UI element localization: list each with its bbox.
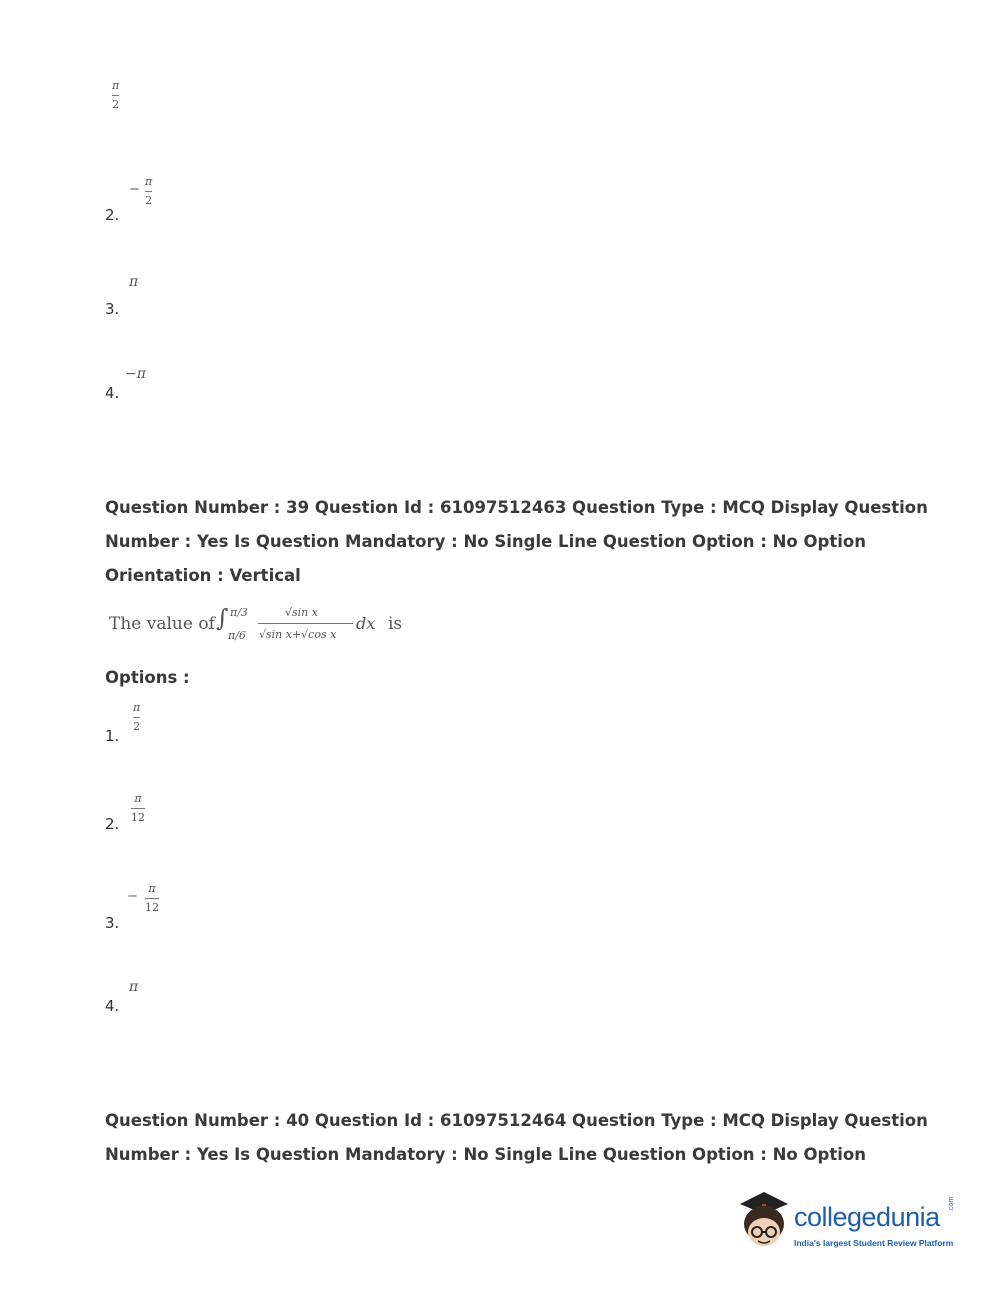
numerator: π (148, 882, 156, 895)
q40-header-line-1: Question Number : 40 Question Id : 61097512464 Question Type : MCQ Display Question (105, 1111, 928, 1130)
question-suffix: is (388, 614, 403, 634)
prev-option-4-value: −π (125, 366, 146, 382)
q39-header-line-2: Number : Yes Is Question Mandatory : No Single Line Question Option : No Option (105, 532, 866, 551)
integral-sign: ∫ (216, 604, 229, 632)
denominator: 2 (145, 194, 153, 207)
prev-option-4-number: 4. (105, 384, 120, 402)
question-prefix: The value of (109, 614, 215, 634)
integral-upper-limit: π/3 (230, 606, 248, 619)
integrand-fraction-bar (258, 623, 353, 624)
denominator: 12 (131, 811, 145, 824)
prev-option-2-fraction (145, 176, 152, 207)
numerator: π (145, 175, 153, 188)
fraction-bar (145, 191, 152, 192)
q39-option-4-value: π (129, 979, 139, 995)
q40-header-line-2: Number : Yes Is Question Mandatory : No Single Line Question Option : No Option (105, 1145, 866, 1164)
q39-header-line-3: Orientation : Vertical (105, 566, 301, 585)
q39-header-line-1: Question Number : 39 Question Id : 61097512463 Question Type : MCQ Display Question (105, 498, 928, 517)
q39-option-3-sign: − (127, 889, 138, 904)
denominator: 12 (145, 901, 159, 914)
prev-option-3-value: π (129, 274, 139, 290)
fraction-bar (133, 717, 140, 718)
q39-option-4-number: 4. (105, 997, 120, 1015)
dx: dx (356, 614, 376, 633)
q39-option-1-number: 1. (105, 727, 120, 745)
q39-option-2-fraction (131, 793, 145, 824)
prev-option-2-number: 2. (105, 206, 120, 224)
q39-option-2-number: 2. (105, 815, 120, 833)
fraction-bar (145, 898, 159, 899)
integral-lower-limit: π/6 (228, 629, 246, 642)
q39-options-label: Options : (105, 668, 190, 687)
logo-tagline: India's largest Student Review Platform (794, 1238, 954, 1248)
numerator: π (112, 79, 120, 92)
q39-option-3-fraction (145, 883, 159, 914)
denominator: 2 (112, 98, 120, 111)
numerator: π (134, 792, 142, 805)
denominator: 2 (133, 720, 141, 733)
prev-option-1-fraction (112, 80, 119, 111)
integrand-numerator: √sin x (285, 606, 318, 619)
q39-option-3-number: 3. (105, 914, 120, 932)
mascot-icon (734, 1188, 792, 1258)
collegedunia-logo (734, 1188, 964, 1258)
prev-option-2-sign: − (129, 182, 140, 197)
fraction-bar (112, 95, 119, 96)
fraction-bar (131, 808, 145, 809)
logo-suffix: .com (948, 1196, 955, 1212)
prev-option-3-number: 3. (105, 300, 120, 318)
logo-name: collegedunia (794, 1202, 940, 1232)
numerator: π (133, 701, 141, 714)
integrand-denominator: √sin x+√cos x (259, 628, 337, 641)
q39-option-1-fraction (133, 702, 140, 733)
